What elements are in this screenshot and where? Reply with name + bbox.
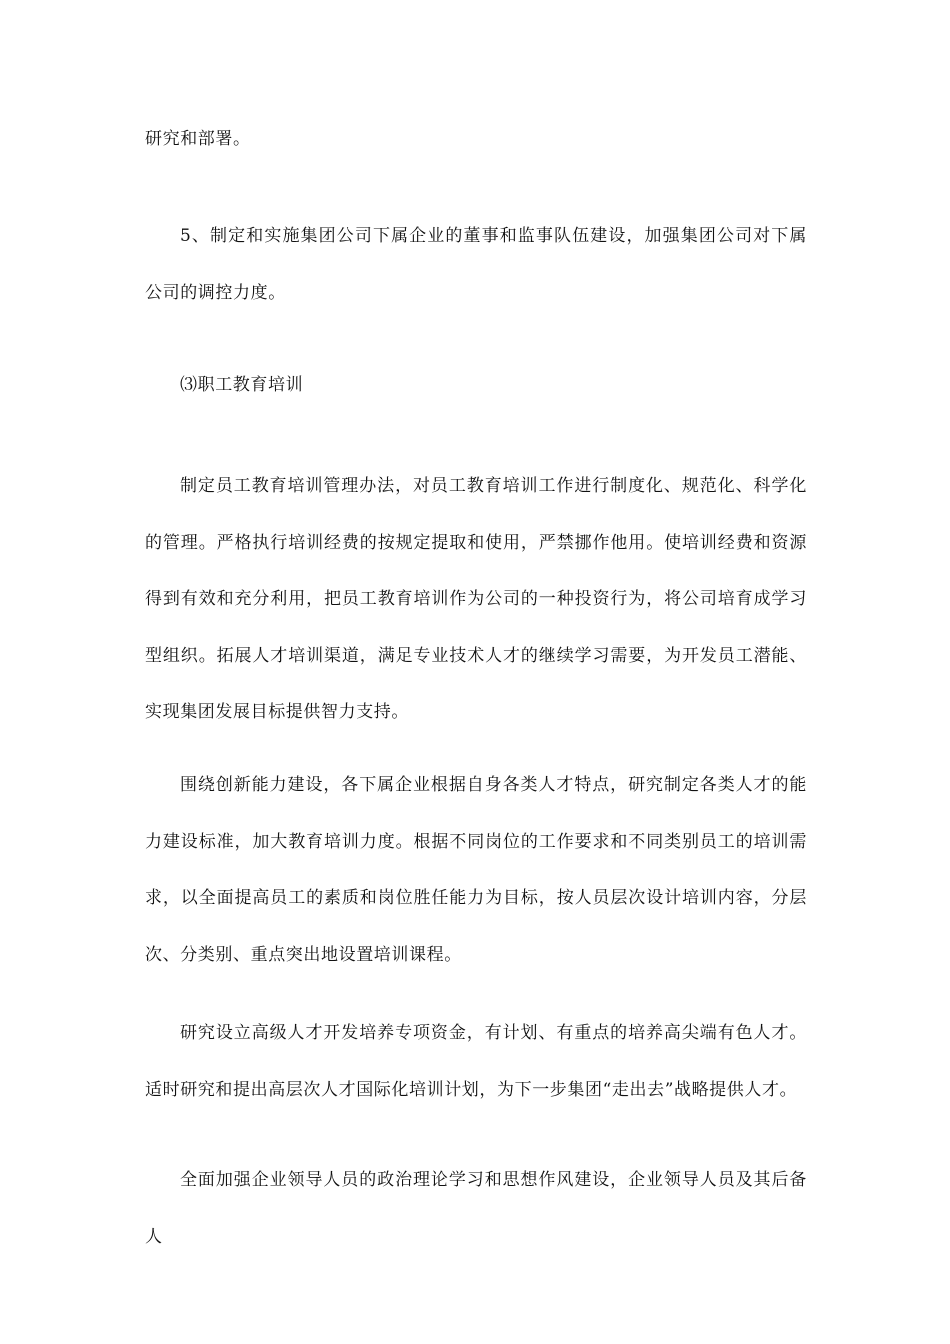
- paragraph-item-5: 5、制定和实施集团公司下属企业的董事和监事队伍建设，加强集团公司对下属公司的调控力度。: [145, 226, 807, 303]
- paragraph-innovation-capacity: 围绕创新能力建设，各下属企业根据自身各类人才特点，研究制定各类人才的能力建设标准，加大教育培训力度。根据不同岗位的工作要求和不同类别员工的培训需求，以全面提高员工的素质和岗位胜任能力为目标，按人员层次设计培训内容，分层次、分类别、重点突出地设置培训课程。: [145, 775, 807, 965]
- paragraph-leadership: 全面加强企业领导人员的政治理论学习和思想作风建设，企业领导人员及其后备人: [145, 1170, 807, 1247]
- paragraph-training-management: 制定员工教育培训管理办法，对员工教育培训工作进行制度化、规范化、科学化的管理。严格执行培训经费的按规定提取和使用，严禁挪作他用。使培训经费和资源得到有效和充分利用，把员工教育培训作为公司的一种投资行为，将公司培育成学习型组织。拓展人才培训渠道，满足专业技术人才的继续学习需要，为开发员工潜能、实现集团发展目标提供智力支持。: [145, 476, 807, 722]
- paragraph-continuation: 研究和部署。: [145, 129, 251, 149]
- section-heading: ⑶职工教育培训: [180, 375, 304, 395]
- paragraph-special-fund: 研究设立高级人才开发培养专项资金，有计划、有重点的培养高尖端有色人才。适时研究和提出高层次人才国际化培训计划，为下一步集团“走出去”战略提供人才。: [145, 1023, 807, 1100]
